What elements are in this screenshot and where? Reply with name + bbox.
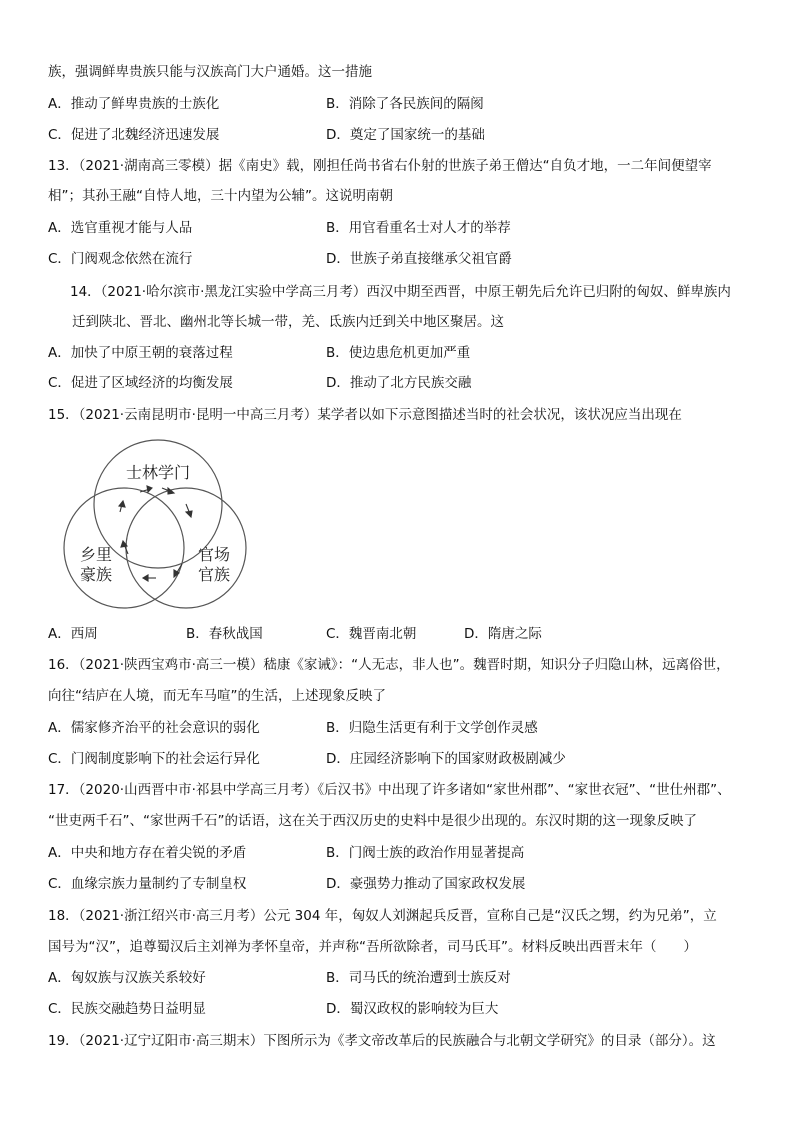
q14-option-d[interactable]: D．推动了北方民族交融 [326, 375, 472, 391]
q16-option-a[interactable]: A．儒家修齐治平的社会意识的弱化 [48, 720, 260, 736]
question-18-stem-line-1: 18．（2021·浙江绍兴市·高三月考）公元 304 年，匈奴人刘渊起兵反晋，宣称自己是“汉氏之甥，约为兄弟”，立 [48, 908, 717, 924]
question-14-stem-line-2: 迁到陕北、晋北、幽州北等长城一带，羌、氐族内迁到关中地区聚居。这 [72, 314, 504, 330]
q15-option-d[interactable]: D．隋唐之际 [464, 626, 542, 642]
q12-option-b[interactable]: B．消除了各民族间的隔阂 [326, 96, 484, 112]
question-18-stem-line-2: 国号为“汉”，追尊蜀汉后主刘禅为孝怀皇帝，并声称“吾所欲除者，司马氏耳”。材料反映出西晋末年（ ） [48, 939, 697, 955]
q15-option-a[interactable]: A．西周 [48, 626, 98, 642]
question-13-stem-line-1: 13．（2021·湖南高三零模）据《南史》载，刚担任尚书省右仆射的世族子弟王僧达“自负才地，一二年间便望宰 [48, 158, 712, 174]
q18-option-a[interactable]: A．匈奴族与汉族关系较好 [48, 970, 206, 986]
question-17-stem-line-1: 17．（2020·山西晋中市·祁县中学高三月考）《后汉书》中出现了许多诸如“家世州郡”、“家世衣冠”、“世仕州郡”、 [48, 782, 731, 798]
q13-option-b[interactable]: B．用官看重名士对人才的举荐 [326, 220, 511, 236]
question-15-stem-line-1: 15．（2021·云南昆明市·昆明一中高三月考）某学者以如下示意图描述当时的社会状况，该状况应当出现在 [48, 407, 682, 423]
q12-option-a[interactable]: A．推动了鲜卑贵族的士族化 [48, 96, 220, 112]
q18-option-d[interactable]: D．蜀汉政权的影响较为巨大 [326, 1001, 499, 1017]
q12-option-d[interactable]: D．奠定了国家统一的基础 [326, 127, 485, 143]
q18-option-c[interactable]: C．民族交融趋势日益明显 [48, 1001, 206, 1017]
venn-diagram [62, 436, 252, 612]
q16-option-c[interactable]: C．门阀制度影响下的社会运行异化 [48, 751, 260, 767]
q15-option-b[interactable]: B．春秋战国 [186, 626, 263, 642]
q16-option-d[interactable]: D．庄园经济影响下的国家财政极剧减少 [326, 751, 566, 767]
arrow-5-head [143, 575, 148, 581]
q15-option-c[interactable]: C．魏晋南北朝 [326, 626, 417, 642]
q14-option-a[interactable]: A．加快了中原王朝的衰落过程 [48, 345, 233, 361]
label-top: 士林学门 [125, 463, 191, 482]
question-17-stem-line-2: “世吏两千石”、“家世两千石”的话语，这在关于西汉历史的史料中是很少出现的。东汉时期的这一现象反映了 [48, 813, 697, 829]
q14-option-b[interactable]: B．使边患危机更加严重 [326, 345, 471, 361]
question-13-stem-line-2: 相”；其孙王融“自恃人地，三十内望为公辅”。这说明南朝 [48, 188, 393, 204]
arrow-7-head [119, 501, 125, 507]
q13-option-d[interactable]: D．世族子弟直接继承父祖官爵 [326, 251, 512, 267]
label-left-1: 乡里 [79, 545, 113, 564]
question-12-stem-line: 族，强调鲜卑贵族只能与汉族高门大户通婚。这一措施 [48, 64, 372, 80]
question-14-stem-line-1: 14．（2021·哈尔滨市·黑龙江实验中学高三月考）西汉中期至西晋，中原王朝先后允许已归附的匈奴、鲜卑族内 [70, 284, 731, 300]
q13-option-a[interactable]: A．选官重视才能与人品 [48, 220, 193, 236]
q18-option-b[interactable]: B．司马氏的统治遭到士族反对 [326, 970, 511, 986]
q17-option-a[interactable]: A．中央和地方存在着尖锐的矛盾 [48, 845, 247, 861]
q13-option-c[interactable]: C．门阀观念依然在流行 [48, 251, 193, 267]
label-right-1: 官场 [197, 545, 231, 564]
q14-option-c[interactable]: C．促进了区域经济的均衡发展 [48, 375, 233, 391]
q17-option-d[interactable]: D．豪强势力推动了国家政权发展 [326, 876, 526, 892]
q16-option-b[interactable]: B．归隐生活更有利于文学创作灵感 [326, 720, 538, 736]
arrow-3-head [186, 511, 192, 517]
arrow-1-head [147, 486, 152, 492]
q17-option-c[interactable]: C．血缘宗族力量制约了专制皇权 [48, 876, 247, 892]
label-right-2: 官族 [197, 565, 231, 584]
q12-option-c[interactable]: C．促进了北魏经济迅速发展 [48, 127, 220, 143]
q17-option-b[interactable]: B．门阀士族的政治作用显著提高 [326, 845, 525, 861]
question-16-stem-line-1: 16．（2021·陕西宝鸡市·高三一模）嵇康《家诫》：“人无志，非人也”。魏晋时期，知识分子归隐山林，远离俗世， [48, 657, 730, 673]
label-left-2: 豪族 [79, 565, 113, 584]
question-16-stem-line-2: 向往“结庐在人境，而无车马喧”的生活，上述现象反映了 [48, 688, 386, 704]
venn-diagram-svg [62, 436, 252, 612]
question-19-stem-line-1: 19．（2021·辽宁辽阳市·高三期末）下图所示为《孝文帝改革后的民族融合与北朝文学研究》的目录（部分）。这 [48, 1033, 716, 1049]
